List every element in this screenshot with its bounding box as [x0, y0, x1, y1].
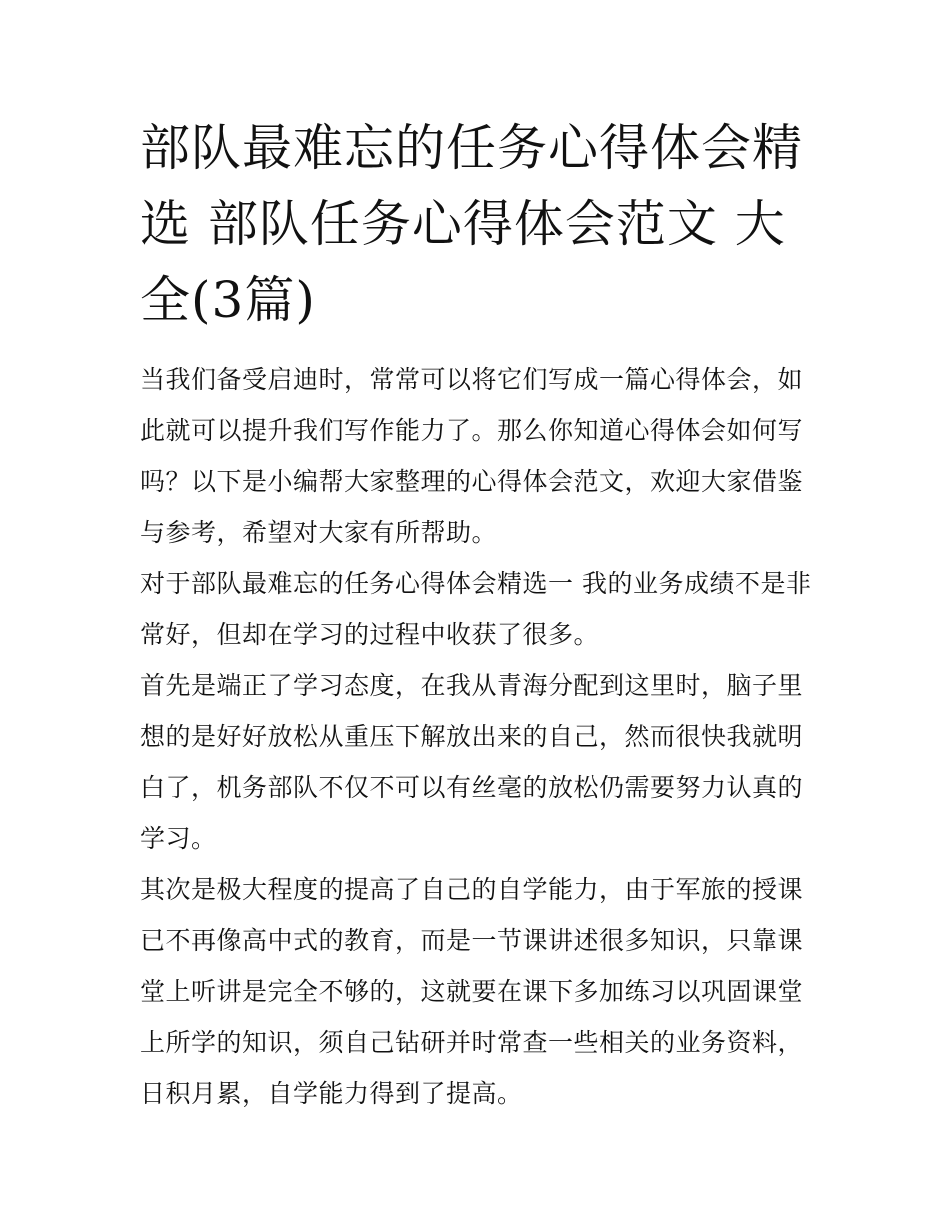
document-body: [140, 354, 816, 1119]
paragraph-three: 其次是极大程度的提高了自己的自学能力，由于军旅的授课已不再像高中式的教育，而是一节课讲述很多知识，只靠课堂上听讲是完全不够的，这就要在课下多加练习以巩固课堂上所学的知识，须自己钻研并时常查一些相关的业务资料，日积月累，自学能力得到了提高。: [140, 875, 804, 1108]
paragraph-two: 首先是端正了学习态度，在我从青海分配到这里时，脑子里想的是好好放松从重压下解放出来的自己，然而很快我就明白了，机务部队不仅不可以有丝毫的放松仍需要努力认真的学习。: [140, 671, 804, 853]
paragraph-intro: 当我们备受启迪时，常常可以将它们写成一篇心得体会，如此就可以提升我们写作能力了。那么你知道心得体会如何写吗？以下是小编帮大家整理的心得体会范文，欢迎大家借鉴与参考，希望对大家有所帮助。: [140, 365, 804, 547]
paragraph-one: 对于部队最难忘的任务心得体会精选一 我的业务成绩不是非常好，但却在学习的过程中收获了很多。: [140, 569, 812, 649]
document-title: 部队最难忘的任务心得体会精选 部队任务心得体会范文 大全(3篇): [140, 119, 803, 329]
